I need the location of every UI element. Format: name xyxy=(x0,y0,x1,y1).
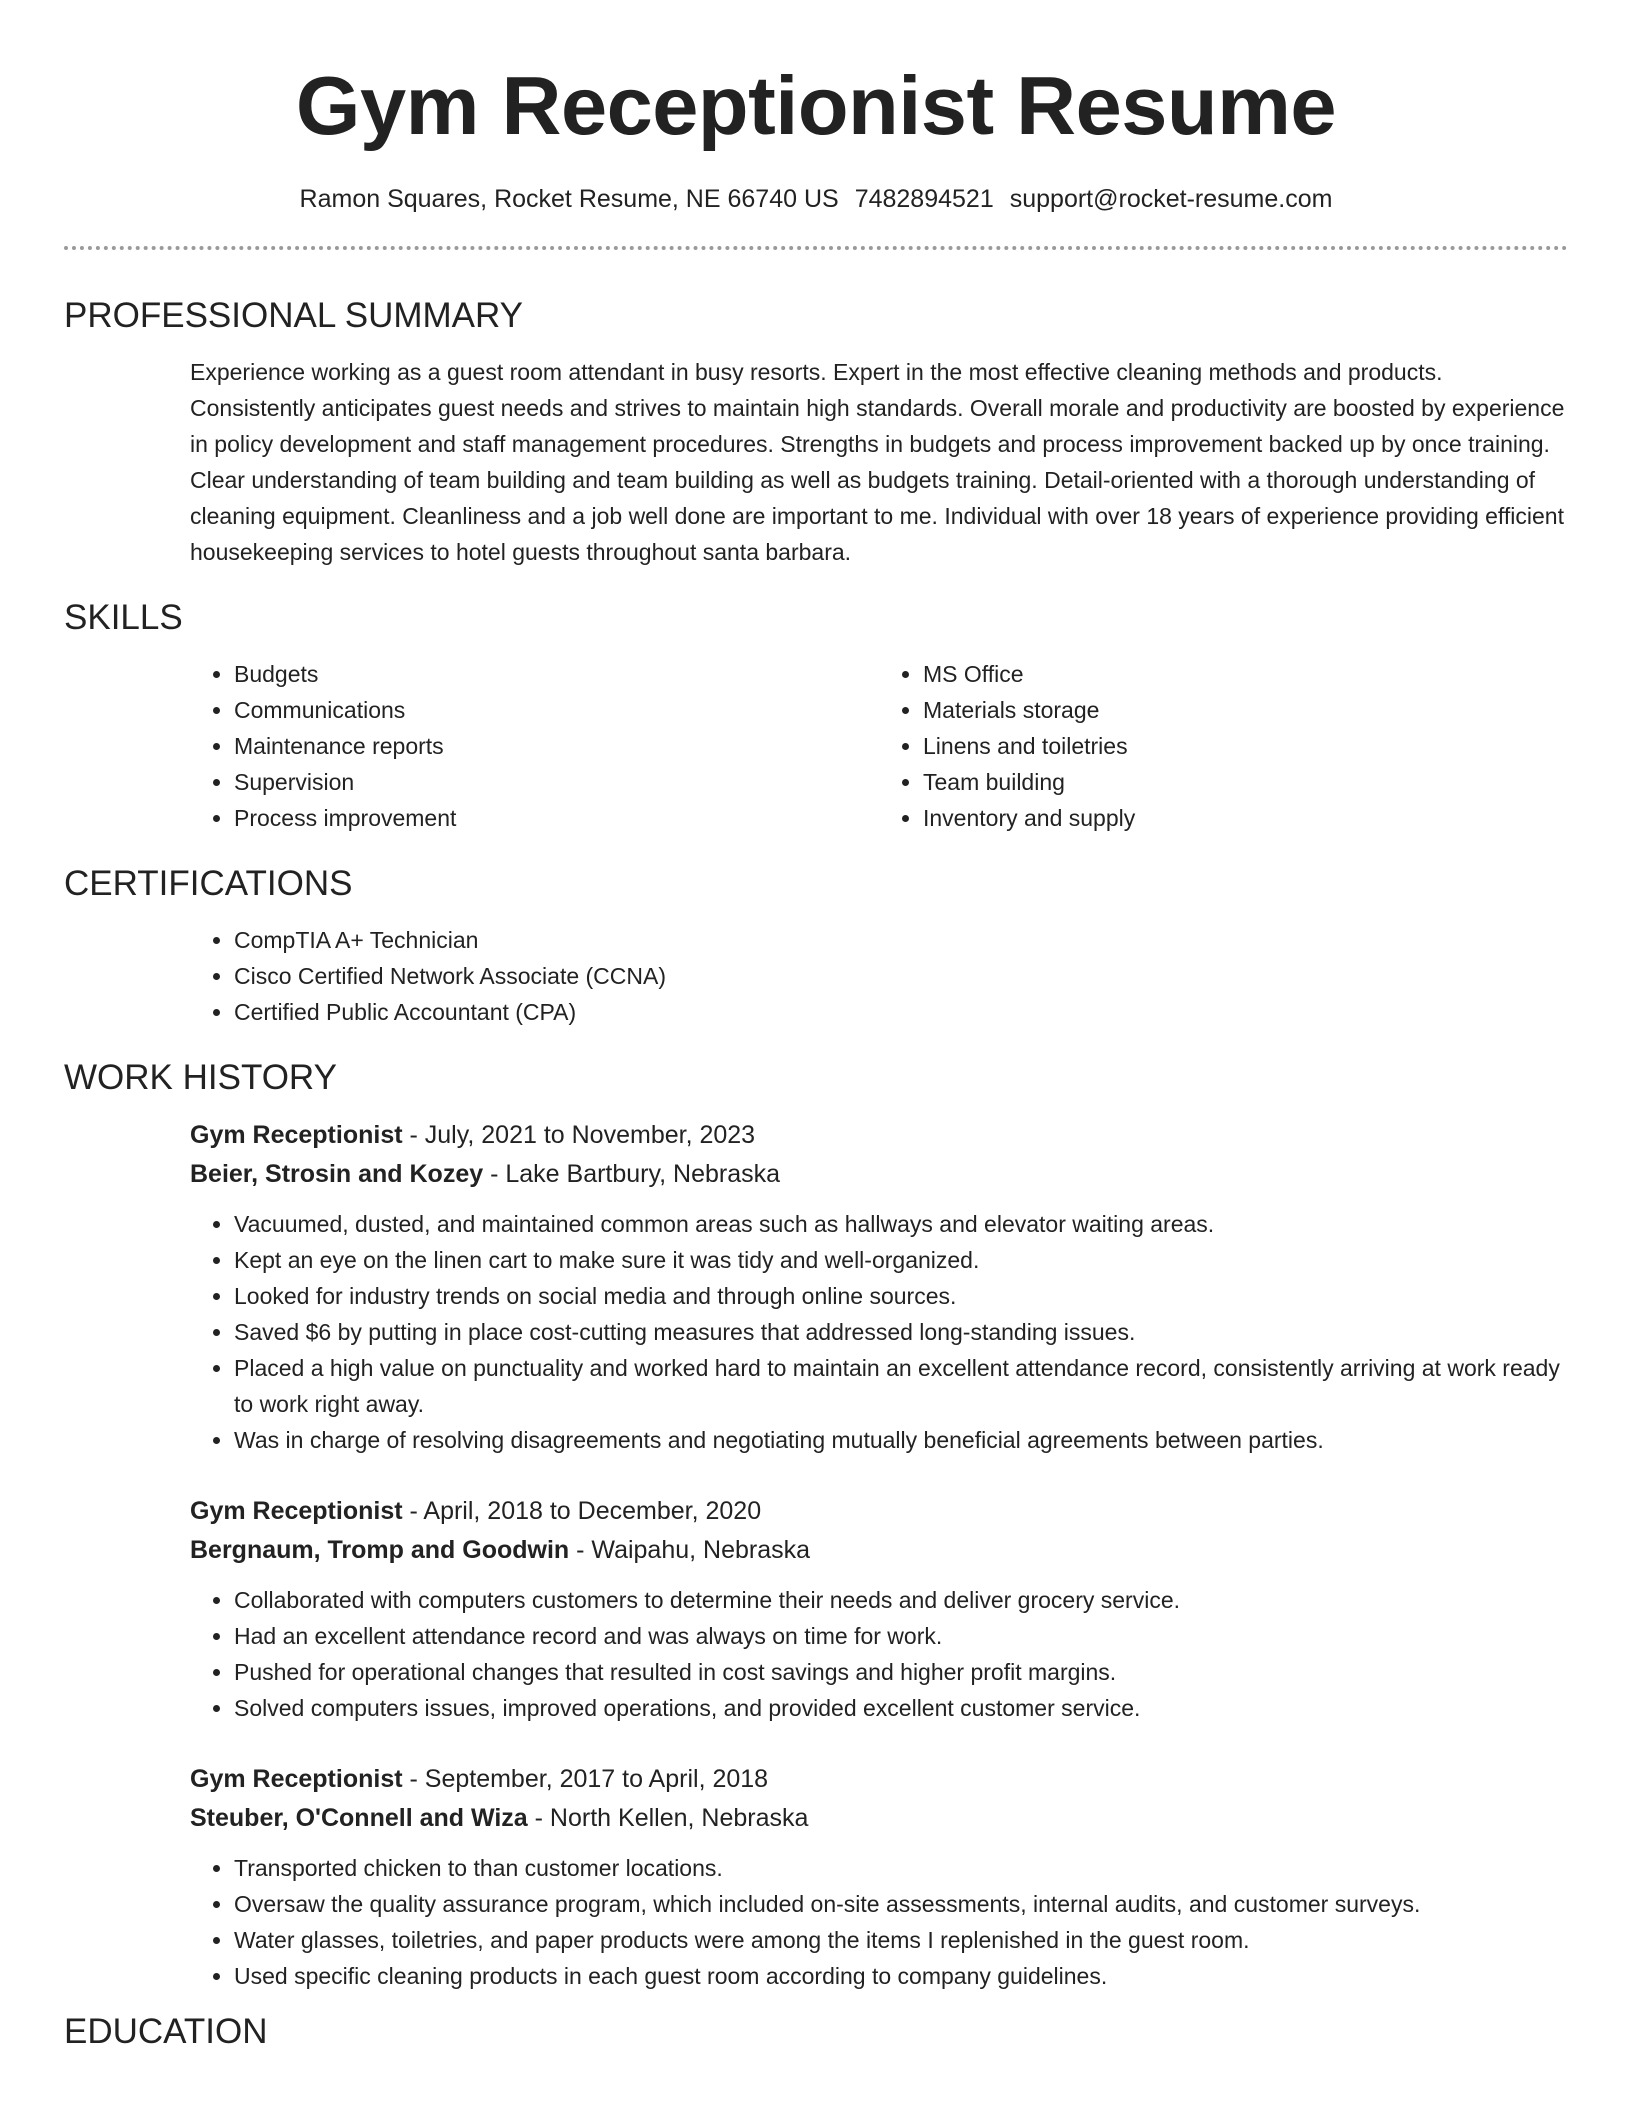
job-title: Gym Receptionist xyxy=(190,1765,403,1793)
work-history-heading: WORK HISTORY xyxy=(64,1058,337,1097)
job-title: Gym Receptionist xyxy=(190,1121,403,1149)
skills-heading: SKILLS xyxy=(64,598,183,637)
certification-item: • Certified Public Accountant (CPA) xyxy=(234,994,1568,1030)
resume-page xyxy=(64,0,1568,2054)
skill-item: • Maintenance reports xyxy=(234,728,879,764)
page-title: Gym Receptionist Resume xyxy=(295,59,1337,152)
job-bullets xyxy=(190,1206,1568,1458)
job-bullets xyxy=(190,1850,1568,1994)
certification-item: • Cisco Certified Network Associate (CCNA) xyxy=(234,958,1568,994)
job-title-line xyxy=(190,1760,1568,1799)
job-bullet: • Oversaw the quality assurance program, which included on-site assessments, internal audits, and customer surveys. xyxy=(234,1886,1568,1922)
skills-list xyxy=(64,656,1568,836)
skill-item: • MS Office xyxy=(923,656,1568,692)
contact-phone: 7482894521 xyxy=(854,185,994,213)
job-dates: - April, 2018 to December, 2020 xyxy=(402,1497,762,1525)
contact-line xyxy=(64,182,1568,216)
job-location: - North Kellen, Nebraska xyxy=(527,1804,809,1832)
certification-item: • CompTIA A+ Technician xyxy=(234,922,1568,958)
job-dates: - July, 2021 to November, 2023 xyxy=(402,1121,756,1149)
skill-item: • Team building xyxy=(923,764,1568,800)
skill-item: • Inventory and supply xyxy=(923,800,1568,836)
job-bullet: • Placed a high value on punctuality and worked hard to maintain an excellent attendance record, consistently arriving at work ready to work right away. xyxy=(234,1350,1568,1422)
skill-item: • Communications xyxy=(234,692,879,728)
job-company-line xyxy=(190,1531,1568,1570)
skills-column-left xyxy=(190,656,879,836)
job-bullet: • Kept an eye on the linen cart to make sure it was tidy and well-organized. xyxy=(234,1242,1568,1278)
certifications-bullets xyxy=(190,922,1568,1030)
job-bullet: • Looked for industry trends on social media and through online sources. xyxy=(234,1278,1568,1314)
job-title-line xyxy=(190,1492,1568,1531)
job-bullet: • Used specific cleaning products in each guest room according to company guidelines. xyxy=(234,1958,1568,1994)
summary-text: Experience working as a guest room attendant in busy resorts. Expert in the most effective cleaning methods and products. Consistently anticipates guest needs and strives to maintain high standards. Overall morale and productivity are boosted by experience in policy development and staff management procedures. Strengths in budgets and process improvement backed up by once training. Clear understanding of team building and team building as well as budgets training. Detail-oriented with a thorough understanding of cleaning equipment. Cleanliness and a job well done are important to me. Individual with over 18 years of experience providing efficient housekeeping services to hotel guests throughout santa barbara. xyxy=(190,359,1565,565)
job-entry xyxy=(64,1492,1568,1726)
job-location: - Waipahu, Nebraska xyxy=(569,1536,811,1564)
certifications-list xyxy=(64,922,1568,1030)
job-company-line xyxy=(190,1155,1568,1194)
job-company: Beier, Strosin and Kozey xyxy=(190,1160,484,1188)
job-bullet: • Water glasses, toiletries, and paper products were among the items I replenished in the guest room. xyxy=(234,1922,1568,1958)
summary-heading: PROFESSIONAL SUMMARY xyxy=(64,296,523,335)
job-bullet: • Transported chicken to than customer locations. xyxy=(234,1850,1568,1886)
job-bullet: • Was in charge of resolving disagreements and negotiating mutually beneficial agreements between parties. xyxy=(234,1422,1568,1458)
header-divider xyxy=(64,246,1568,250)
contact-email: support@rocket-resume.com xyxy=(1009,185,1333,213)
job-entry xyxy=(64,1116,1568,1458)
job-title-line xyxy=(190,1116,1568,1155)
skill-item: • Supervision xyxy=(234,764,879,800)
job-bullet: • Vacuumed, dusted, and maintained common areas such as hallways and elevator waiting areas. xyxy=(234,1206,1568,1242)
skill-item: • Linens and toiletries xyxy=(923,728,1568,764)
job-bullet: • Solved computers issues, improved operations, and provided excellent customer service. xyxy=(234,1690,1568,1726)
contact-address: Ramon Squares, Rocket Resume, NE 66740 US xyxy=(299,185,839,213)
job-title: Gym Receptionist xyxy=(190,1497,403,1525)
skill-item: • Process improvement xyxy=(234,800,879,836)
job-entry xyxy=(64,1760,1568,1994)
job-bullets xyxy=(190,1582,1568,1726)
job-bullet: • Saved $6 by putting in place cost-cutting measures that addressed long-standing issues. xyxy=(234,1314,1568,1350)
skills-column-right xyxy=(879,656,1568,836)
job-bullet: • Pushed for operational changes that resulted in cost savings and higher profit margins. xyxy=(234,1654,1568,1690)
job-bullet: • Collaborated with computers customers to determine their needs and deliver grocery service. xyxy=(234,1582,1568,1618)
job-company-line xyxy=(190,1799,1568,1838)
education-heading: EDUCATION xyxy=(64,2012,268,2051)
job-company: Bergnaum, Tromp and Goodwin xyxy=(190,1536,570,1564)
job-location: - Lake Bartbury, Nebraska xyxy=(483,1160,781,1188)
certifications-heading: CERTIFICATIONS xyxy=(64,864,353,903)
job-bullet: • Had an excellent attendance record and was always on time for work. xyxy=(234,1618,1568,1654)
job-company: Steuber, O'Connell and Wiza xyxy=(190,1804,528,1832)
skill-item: • Budgets xyxy=(234,656,879,692)
job-dates: - September, 2017 to April, 2018 xyxy=(402,1765,769,1793)
skill-item: • Materials storage xyxy=(923,692,1568,728)
